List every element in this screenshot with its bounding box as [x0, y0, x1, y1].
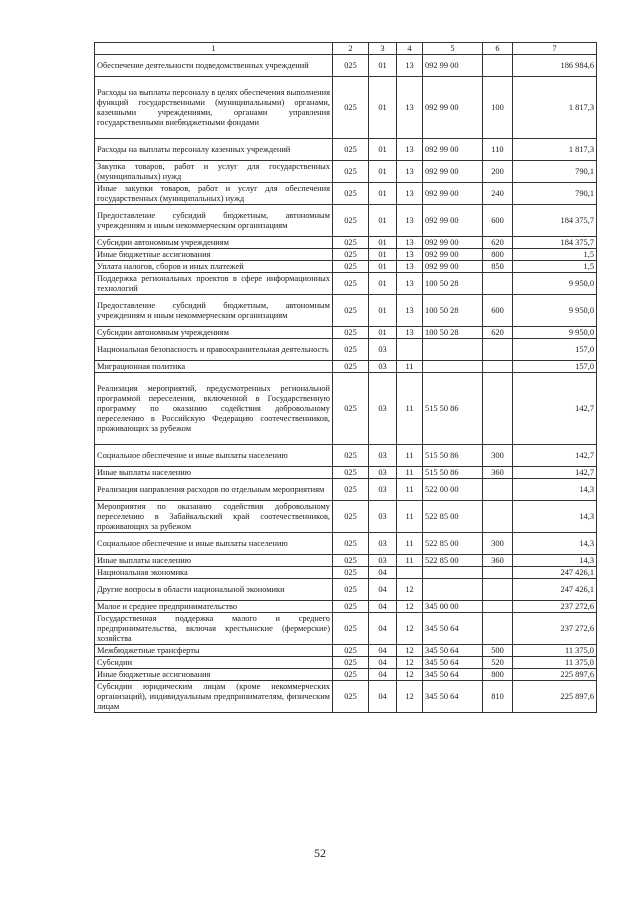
subsection-code: 12: [397, 613, 423, 645]
target-article-code: 515 50 86: [423, 467, 483, 479]
department-code: 025: [333, 467, 369, 479]
target-article-code: 345 50 64: [423, 645, 483, 657]
department-code: 025: [333, 205, 369, 237]
column-number: 5: [423, 43, 483, 55]
department-code: 025: [333, 555, 369, 567]
target-article-code: 345 50 64: [423, 681, 483, 713]
table-row: [95, 139, 597, 161]
section-code: 04: [369, 669, 397, 681]
column-number: 6: [483, 43, 513, 55]
department-code: 025: [333, 533, 369, 555]
target-article-code: [423, 579, 483, 601]
department-code: 025: [333, 183, 369, 205]
section-code: 03: [369, 361, 397, 373]
subsection-code: 13: [397, 139, 423, 161]
row-name: Субсидии юридическим лицам (кроме некоммерческих организаций), индивидуальным предпринимателям, физическим лицам: [95, 681, 333, 713]
target-article-code: [423, 339, 483, 361]
section-code: 03: [369, 533, 397, 555]
table-row: [95, 261, 597, 273]
department-code: 025: [333, 657, 369, 669]
amount: 790,1: [513, 183, 597, 205]
subsection-code: 12: [397, 645, 423, 657]
amount: 142,7: [513, 445, 597, 467]
target-article-code: 100 50 28: [423, 327, 483, 339]
amount: 9 950,0: [513, 327, 597, 339]
amount: 11 375,0: [513, 657, 597, 669]
amount: 9 950,0: [513, 295, 597, 327]
subsection-code: 13: [397, 273, 423, 295]
table-row: [95, 601, 597, 613]
expense-type-code: [483, 567, 513, 579]
table-row: [95, 183, 597, 205]
target-article-code: 092 99 00: [423, 161, 483, 183]
department-code: 025: [333, 361, 369, 373]
department-code: 025: [333, 681, 369, 713]
table-row: [95, 445, 597, 467]
expense-type-code: 110: [483, 139, 513, 161]
section-code: 01: [369, 77, 397, 139]
row-name: Мероприятия по оказанию содействия добровольному переселению в Забайкальский край соотечественников, проживающих за рубежом: [95, 501, 333, 533]
subsection-code: 11: [397, 445, 423, 467]
subsection-code: 13: [397, 183, 423, 205]
row-name: Миграционная политика: [95, 361, 333, 373]
row-name: Реализация направления расходов по отдельным мероприятиям: [95, 479, 333, 501]
section-code: 04: [369, 579, 397, 601]
department-code: 025: [333, 645, 369, 657]
department-code: 025: [333, 237, 369, 249]
target-article-code: 092 99 00: [423, 139, 483, 161]
department-code: 025: [333, 55, 369, 77]
row-name: Закупка товаров, работ и услуг для государственных (муниципальных) нужд: [95, 161, 333, 183]
target-article-code: 522 00 00: [423, 479, 483, 501]
row-name: Иные бюджетные ассигнования: [95, 669, 333, 681]
subsection-code: 13: [397, 295, 423, 327]
target-article-code: 345 00 00: [423, 601, 483, 613]
table-row: [95, 533, 597, 555]
column-number: 3: [369, 43, 397, 55]
amount: 157,0: [513, 339, 597, 361]
table-row: [95, 501, 597, 533]
target-article-code: [423, 361, 483, 373]
amount: 14,3: [513, 533, 597, 555]
row-name: Социальное обеспечение и иные выплаты населению: [95, 445, 333, 467]
section-code: 04: [369, 601, 397, 613]
expense-type-code: 800: [483, 669, 513, 681]
row-name: Иные бюджетные ассигнования: [95, 249, 333, 261]
expense-type-code: [483, 479, 513, 501]
subsection-code: [397, 567, 423, 579]
table-row: [95, 657, 597, 669]
row-name: Предоставление субсидий бюджетным, автономным учреждениям и иным некоммерческим организациям: [95, 295, 333, 327]
table-row: [95, 327, 597, 339]
expense-type-code: 500: [483, 645, 513, 657]
expense-type-code: [483, 579, 513, 601]
department-code: 025: [333, 161, 369, 183]
section-code: 01: [369, 139, 397, 161]
expense-type-code: [483, 361, 513, 373]
table-row: [95, 373, 597, 445]
expense-type-code: [483, 613, 513, 645]
target-article-code: [423, 567, 483, 579]
amount: 225 897,6: [513, 681, 597, 713]
department-code: 025: [333, 373, 369, 445]
target-article-code: 092 99 00: [423, 55, 483, 77]
subsection-code: 13: [397, 161, 423, 183]
column-number: 4: [397, 43, 423, 55]
expense-type-code: 620: [483, 237, 513, 249]
table-row: [95, 361, 597, 373]
target-article-code: 100 50 28: [423, 295, 483, 327]
amount: 1 817,3: [513, 139, 597, 161]
amount: 14,3: [513, 479, 597, 501]
amount: 14,3: [513, 501, 597, 533]
row-name: Предоставление субсидий бюджетным, автономным учреждениям и иным некоммерческим организациям: [95, 205, 333, 237]
department-code: 025: [333, 295, 369, 327]
row-name: Иные выплаты населению: [95, 555, 333, 567]
expense-type-code: [483, 55, 513, 77]
amount: 790,1: [513, 161, 597, 183]
subsection-code: 12: [397, 669, 423, 681]
table-row: [95, 467, 597, 479]
expense-type-code: [483, 601, 513, 613]
section-code: 03: [369, 339, 397, 361]
section-code: 01: [369, 295, 397, 327]
row-name: Малое и среднее предпринимательство: [95, 601, 333, 613]
section-code: 01: [369, 183, 397, 205]
section-code: 04: [369, 613, 397, 645]
table-header: [95, 43, 597, 55]
subsection-code: 11: [397, 533, 423, 555]
subsection-code: 13: [397, 237, 423, 249]
amount: 142,7: [513, 467, 597, 479]
amount: 247 426,1: [513, 567, 597, 579]
expense-type-code: 520: [483, 657, 513, 669]
subsection-code: 11: [397, 501, 423, 533]
row-name: Поддержка региональных проектов в сфере информационных технологий: [95, 273, 333, 295]
amount: 237 272,6: [513, 601, 597, 613]
amount: 1,5: [513, 249, 597, 261]
expense-type-code: 300: [483, 533, 513, 555]
department-code: 025: [333, 445, 369, 467]
section-code: 01: [369, 205, 397, 237]
target-article-code: 100 50 28: [423, 273, 483, 295]
row-name: Государственная поддержка малого и среднего предпринимательства, включая крестьянские (фермерские) хозяйства: [95, 613, 333, 645]
row-name: Субсидии автономным учреждениям: [95, 237, 333, 249]
row-name: Иные закупки товаров, работ и услуг для обеспечения государственных (муниципальных) нужд: [95, 183, 333, 205]
table-row: [95, 567, 597, 579]
target-article-code: 092 99 00: [423, 261, 483, 273]
table-row: [95, 273, 597, 295]
department-code: 025: [333, 249, 369, 261]
column-number: 1: [95, 43, 333, 55]
subsection-code: 11: [397, 467, 423, 479]
subsection-code: 13: [397, 55, 423, 77]
section-code: 01: [369, 237, 397, 249]
row-name: Обеспечение деятельности подведомственных учреждений: [95, 55, 333, 77]
amount: 11 375,0: [513, 645, 597, 657]
amount: 225 897,6: [513, 669, 597, 681]
section-code: 03: [369, 555, 397, 567]
target-article-code: 345 50 64: [423, 669, 483, 681]
subsection-code: 12: [397, 579, 423, 601]
subsection-code: 13: [397, 249, 423, 261]
expense-type-code: 600: [483, 295, 513, 327]
column-number: 7: [513, 43, 597, 55]
section-code: 01: [369, 327, 397, 339]
row-name: Субсидии: [95, 657, 333, 669]
section-code: 04: [369, 567, 397, 579]
table-body: [95, 55, 597, 713]
subsection-code: 11: [397, 373, 423, 445]
target-article-code: 522 85 00: [423, 501, 483, 533]
target-article-code: 092 99 00: [423, 77, 483, 139]
department-code: 025: [333, 579, 369, 601]
subsection-code: 13: [397, 327, 423, 339]
table-row: [95, 295, 597, 327]
amount: 1,5: [513, 261, 597, 273]
target-article-code: 515 50 86: [423, 445, 483, 467]
expense-type-code: [483, 339, 513, 361]
department-code: 025: [333, 327, 369, 339]
expense-type-code: 620: [483, 327, 513, 339]
row-name: Субсидии автономным учреждениям: [95, 327, 333, 339]
row-name: Уплата налогов, сборов и иных платежей: [95, 261, 333, 273]
department-code: 025: [333, 261, 369, 273]
expense-type-code: 360: [483, 555, 513, 567]
section-code: 01: [369, 249, 397, 261]
expense-type-code: 810: [483, 681, 513, 713]
row-name: Национальная экономика: [95, 567, 333, 579]
section-code: 04: [369, 657, 397, 669]
amount: 237 272,6: [513, 613, 597, 645]
section-code: 04: [369, 645, 397, 657]
table-row: [95, 555, 597, 567]
table-row: [95, 77, 597, 139]
row-name: Другие вопросы в области национальной экономики: [95, 579, 333, 601]
subsection-code: 11: [397, 361, 423, 373]
column-number: 2: [333, 43, 369, 55]
amount: 9 950,0: [513, 273, 597, 295]
department-code: 025: [333, 669, 369, 681]
department-code: 025: [333, 139, 369, 161]
table-row: [95, 237, 597, 249]
amount: 184 375,7: [513, 205, 597, 237]
section-code: 03: [369, 373, 397, 445]
department-code: 025: [333, 339, 369, 361]
amount: 186 984,6: [513, 55, 597, 77]
expense-type-code: 100: [483, 77, 513, 139]
column-number-row: [95, 43, 597, 55]
subsection-code: 12: [397, 657, 423, 669]
row-name: Национальная безопасность и правоохранительная деятельность: [95, 339, 333, 361]
target-article-code: 092 99 00: [423, 249, 483, 261]
department-code: 025: [333, 567, 369, 579]
table-row: [95, 339, 597, 361]
section-code: 03: [369, 445, 397, 467]
expense-type-code: 240: [483, 183, 513, 205]
expense-type-code: [483, 501, 513, 533]
section-code: 03: [369, 467, 397, 479]
amount: 184 375,7: [513, 237, 597, 249]
expense-type-code: 600: [483, 205, 513, 237]
page-number: 52: [314, 846, 326, 860]
department-code: 025: [333, 501, 369, 533]
table-row: [95, 249, 597, 261]
target-article-code: 345 50 64: [423, 657, 483, 669]
table-row: [95, 205, 597, 237]
target-article-code: 092 99 00: [423, 205, 483, 237]
subsection-code: 13: [397, 77, 423, 139]
target-article-code: 522 85 00: [423, 555, 483, 567]
section-code: 01: [369, 273, 397, 295]
expense-type-code: [483, 273, 513, 295]
table-row: [95, 479, 597, 501]
expense-type-code: 300: [483, 445, 513, 467]
target-article-code: 522 85 00: [423, 533, 483, 555]
subsection-code: 11: [397, 479, 423, 501]
section-code: 03: [369, 501, 397, 533]
amount: 142,7: [513, 373, 597, 445]
amount: 1 817,3: [513, 77, 597, 139]
section-code: 01: [369, 161, 397, 183]
expense-type-code: 200: [483, 161, 513, 183]
row-name: Иные выплаты населению: [95, 467, 333, 479]
amount: 157,0: [513, 361, 597, 373]
table-row: [95, 645, 597, 657]
department-code: 025: [333, 601, 369, 613]
expense-type-code: 800: [483, 249, 513, 261]
row-name: Реализация мероприятий, предусмотренных региональной программой переселения, включенной в Государственную программу по оказанию содействия добровольному переселению в Российскую Федерацию соотечественников, проживающих за рубежом: [95, 373, 333, 445]
table-row: [95, 55, 597, 77]
subsection-code: 12: [397, 681, 423, 713]
amount: 14,3: [513, 555, 597, 567]
section-code: 01: [369, 261, 397, 273]
table-row: [95, 669, 597, 681]
budget-table: [94, 42, 597, 713]
department-code: 025: [333, 273, 369, 295]
section-code: 01: [369, 55, 397, 77]
row-name: Расходы на выплаты персоналу казенных учреждений: [95, 139, 333, 161]
department-code: 025: [333, 77, 369, 139]
table-row: [95, 161, 597, 183]
row-name: Межбюджетные трансферты: [95, 645, 333, 657]
target-article-code: 092 99 00: [423, 183, 483, 205]
department-code: 025: [333, 613, 369, 645]
expense-type-code: [483, 373, 513, 445]
subsection-code: [397, 339, 423, 361]
expense-type-code: 850: [483, 261, 513, 273]
subsection-code: 13: [397, 205, 423, 237]
subsection-code: 13: [397, 261, 423, 273]
section-code: 03: [369, 479, 397, 501]
department-code: 025: [333, 479, 369, 501]
section-code: 04: [369, 681, 397, 713]
row-name: Расходы на выплаты персоналу в целях обеспечения выполнения функций государственными (муниципальными) органами, казенными учреждениями, органами управления государственными внебюджетными фондами: [95, 77, 333, 139]
subsection-code: 11: [397, 555, 423, 567]
table-row: [95, 681, 597, 713]
target-article-code: 092 99 00: [423, 237, 483, 249]
amount: 247 426,1: [513, 579, 597, 601]
row-name: Социальное обеспечение и иные выплаты населению: [95, 533, 333, 555]
expense-type-code: 360: [483, 467, 513, 479]
table-row: [95, 579, 597, 601]
subsection-code: 12: [397, 601, 423, 613]
table-row: [95, 613, 597, 645]
target-article-code: 515 50 86: [423, 373, 483, 445]
target-article-code: 345 50 64: [423, 613, 483, 645]
